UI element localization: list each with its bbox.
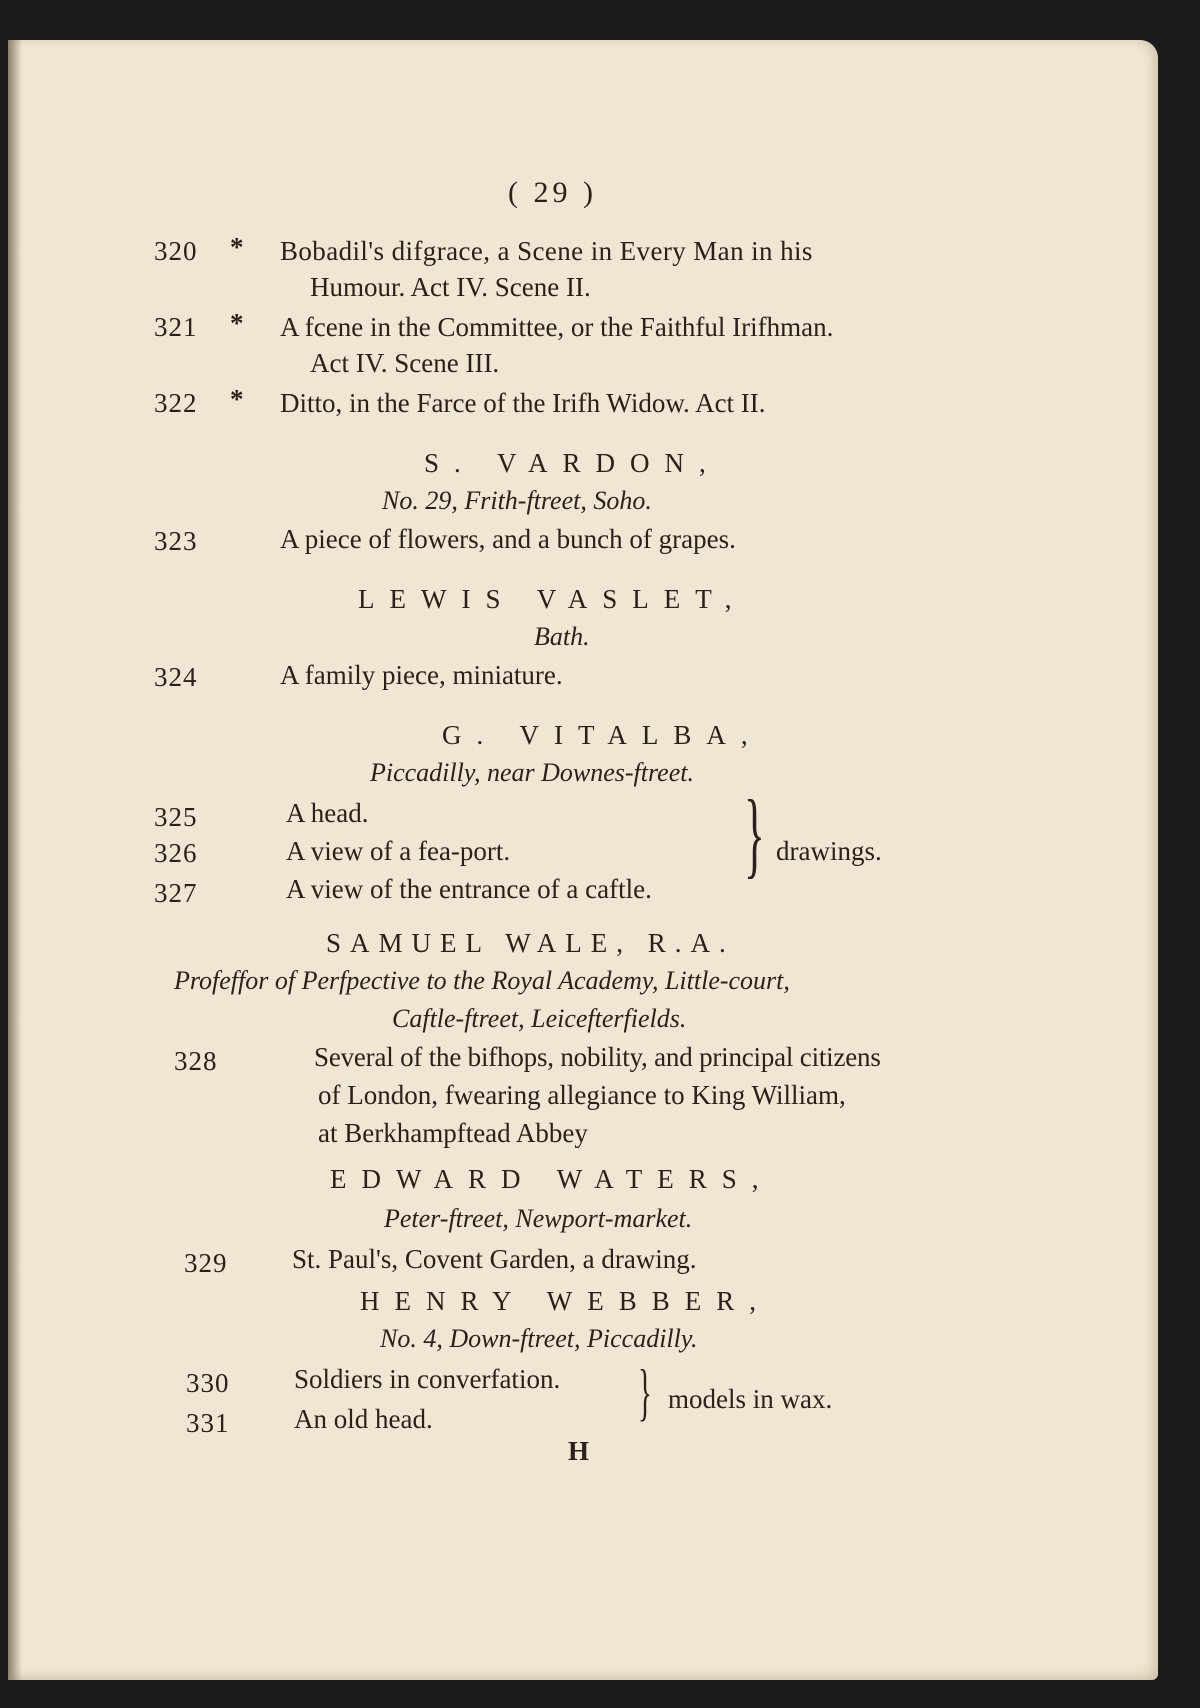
artist-address: Peter-ftreet, Newport-market. (384, 1204, 693, 1233)
book-page (8, 40, 1158, 1680)
artist-name: G. VITALBA, (442, 720, 763, 750)
entry-number: 322 (154, 388, 198, 418)
entry-number: 320 (154, 236, 198, 266)
entry-text-continued: of London, fwearing allegiance to King William, (318, 1080, 846, 1110)
asterisk-mark: * (230, 308, 244, 338)
entry-number: 330 (186, 1368, 230, 1398)
entry-number: 328 (174, 1046, 218, 1076)
asterisk-mark: * (230, 232, 244, 262)
entry-text: A view of the entrance of a caftle. (286, 874, 652, 904)
entry-text: Ditto, in the Farce of the Irifh Widow. Act II. (280, 388, 766, 418)
artist-address: Bath. (534, 622, 590, 651)
entry-text: St. Paul's, Covent Garden, a drawing. (292, 1244, 697, 1274)
signature-mark: H (568, 1436, 590, 1466)
entry-text: A fcene in the Committee, or the Faithful Irifhman. (280, 312, 834, 342)
entry-text: Bobadil's difgrace, a Scene in Every Man in his (280, 236, 813, 266)
entry-text-continued: Act IV. Scene III. (310, 348, 500, 378)
entry-number: 324 (154, 662, 198, 692)
entry-number: 325 (154, 802, 198, 832)
asterisk-mark: * (230, 384, 244, 414)
page-number: ( 29 ) (508, 176, 597, 209)
right-brace-icon: } (638, 1356, 652, 1427)
artist-name: EDWARD WATERS, (330, 1164, 774, 1194)
entry-number: 327 (154, 878, 198, 908)
artist-address: No. 4, Down-ftreet, Piccadilly. (380, 1324, 698, 1353)
entry-number: 331 (186, 1408, 230, 1438)
entry-text-continued: Humour. Act IV. Scene II. (310, 272, 591, 302)
artist-name: SAMUEL WALE, R.A. (326, 928, 735, 958)
entry-text: A piece of flowers, and a bunch of grapes. (280, 524, 736, 554)
entry-text: A family piece, miniature. (280, 660, 563, 690)
entry-number: 326 (154, 838, 198, 868)
artist-address: Piccadilly, near Downes-ftreet. (370, 758, 694, 787)
entry-text: An old head. (294, 1404, 433, 1434)
entry-number: 329 (184, 1248, 228, 1278)
artist-address: No. 29, Frith-ftreet, Soho. (382, 486, 652, 515)
entry-number: 321 (154, 312, 198, 342)
entry-text: A head. (286, 798, 369, 828)
artist-name: HENRY WEBBER, (360, 1286, 772, 1316)
entry-text: Soldiers in converfation. (294, 1364, 561, 1394)
artist-address: Profeffor of Perfpective to the Royal Academy, Little-court, (174, 966, 790, 995)
group-label: drawings. (776, 836, 882, 866)
entry-text: A view of a fea-port. (286, 836, 511, 866)
right-brace-icon: } (744, 780, 765, 887)
group-label: models in wax. (668, 1384, 833, 1414)
entry-text: Several of the bifhops, nobility, and principal citizens (314, 1042, 881, 1072)
artist-name: LEWIS VASLET, (358, 584, 747, 614)
entry-text-continued: at Berkhampftead Abbey (318, 1118, 588, 1148)
entry-number: 323 (154, 526, 198, 556)
artist-address-continued: Caftle-ftreet, Leicefterfields. (392, 1004, 687, 1033)
artist-name: S. VARDON, (424, 448, 721, 478)
